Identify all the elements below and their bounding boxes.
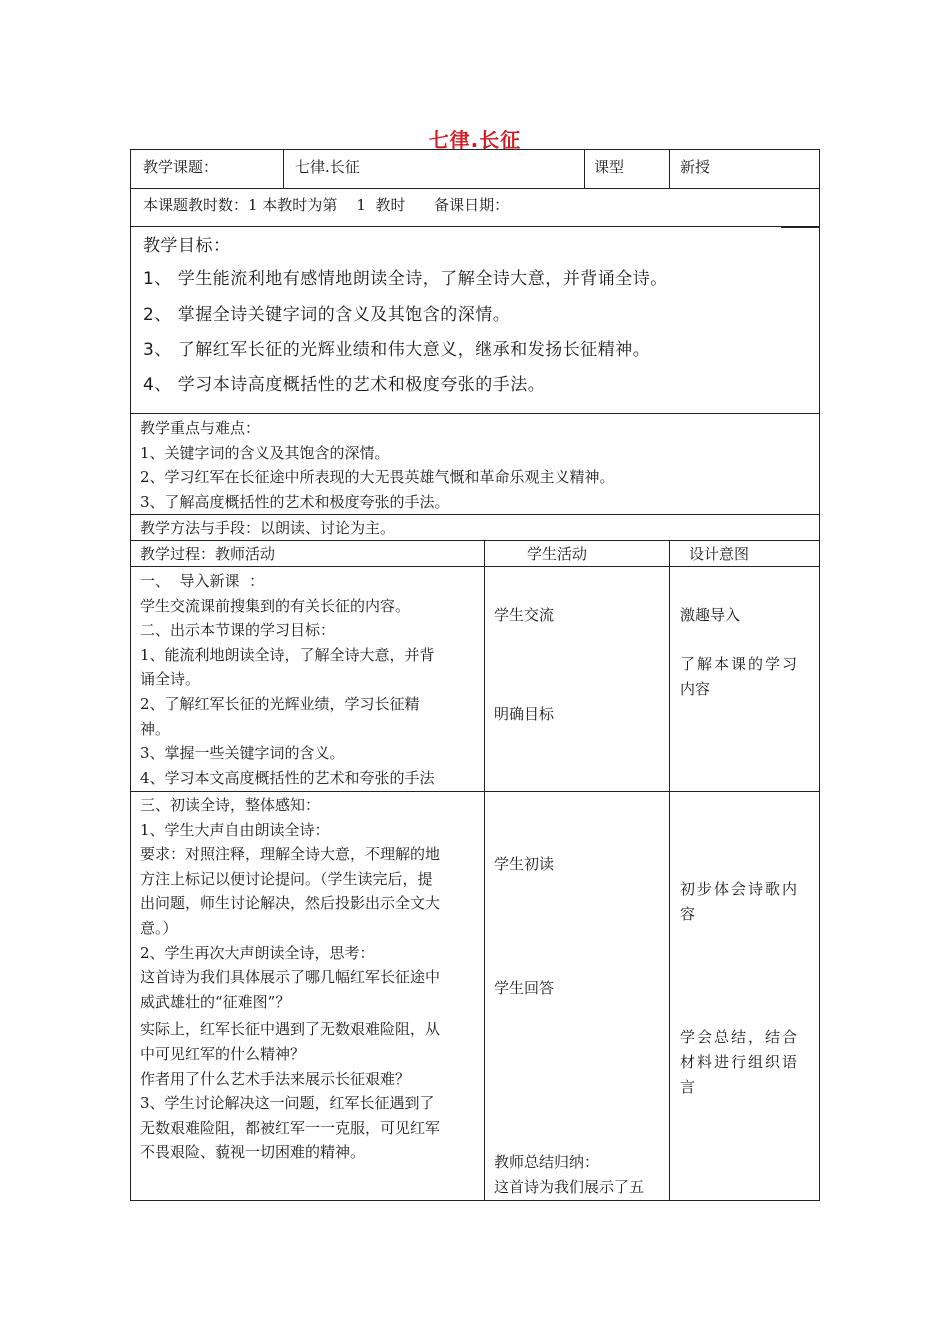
- teacher-line: 意。）: [140, 918, 178, 937]
- student-activity: 教师总结归纳：: [494, 1153, 600, 1171]
- student-activity: 学生初读: [494, 855, 555, 873]
- objective-item: 4、 学习本诗高度概括性的艺术和极度夸张的手法。: [143, 375, 546, 395]
- hours-line: 本课题教时数：1 本教时为第 1 教时 备课日期：: [143, 196, 510, 214]
- teacher-line: 不畏艰险、藐视一切困难的精神。: [140, 1143, 366, 1162]
- design-intent: 言: [680, 1078, 696, 1096]
- keypoint-item: 2、学习红军在长征途中所表现的大无畏英雄气慨和革命乐观主义精神。: [140, 468, 615, 486]
- design-intent: 学会总结，结合: [680, 1028, 800, 1046]
- keypoint-item: 1、关键字词的含义及其饱含的深情。: [140, 444, 390, 462]
- process-teacher-header: 教学过程：教师活动: [140, 545, 276, 563]
- topic-value: 七律.长征: [295, 158, 360, 176]
- design-intent: 了解本课的学习: [680, 655, 800, 673]
- teacher-line: 二、出示本节课的学习目标：: [140, 621, 336, 640]
- col-divider: [669, 150, 670, 188]
- teacher-line: 作者用了什么艺术手法来展示长征艰难？: [140, 1069, 411, 1088]
- section1-teacher: [140, 569, 478, 790]
- topic-label: 教学课题：: [143, 158, 219, 176]
- col-divider: [584, 150, 585, 188]
- type-value: 新授: [680, 158, 711, 176]
- teacher-line: 2、学生再次大声朗读全诗，思考：: [140, 943, 375, 962]
- teacher-line: 学生交流课前搜集到的有关长征的内容。: [140, 596, 411, 615]
- student-activity: 这首诗为我们展示了五: [494, 1178, 645, 1196]
- teacher-line: 3、掌握一些关键字词的含义。: [140, 744, 345, 763]
- document-title: 七律.长征: [428, 128, 522, 152]
- col-divider: [484, 540, 485, 1201]
- keypoint-item: 3、了解高度概括性的艺术和极度夸张的手法。: [140, 493, 450, 511]
- methods-line: 教学方法与手段：以朗读、讨论为主。: [140, 519, 396, 537]
- rule-accent: [781, 226, 819, 228]
- design-intent: 激趣导入: [680, 606, 741, 624]
- teacher-line: 要求：对照注释，理解全诗大意，不理解的地: [140, 845, 441, 864]
- row-divider: [131, 226, 819, 227]
- student-activity: 明确目标: [494, 705, 555, 723]
- design-intent: 内容: [680, 680, 711, 698]
- lesson-plan-table: [130, 149, 820, 1201]
- design-intent: 容: [680, 905, 696, 923]
- student-activity: 学生交流: [494, 606, 555, 624]
- teacher-line: 一、 导入新课 ：: [140, 572, 265, 590]
- row-divider: [131, 413, 819, 414]
- student-activity: 学生回答: [494, 979, 555, 997]
- row-divider: [131, 791, 819, 792]
- teacher-line: 诵全诗。: [140, 670, 201, 689]
- teacher-line: 实际上，红军长征中遇到了无数艰难险阻，从: [140, 1020, 441, 1039]
- teacher-line: 1、学生大声自由朗读全诗：: [140, 820, 330, 839]
- objective-item: 2、 掌握全诗关键字词的含义及其饱含的深情。: [143, 305, 511, 325]
- objectives-heading: 教学目标：: [143, 236, 231, 256]
- section2-teacher: [140, 793, 478, 1165]
- col-divider: [669, 540, 670, 1201]
- type-label: 课型: [594, 158, 625, 176]
- teacher-line: 1、能流利地朗读全诗，了解全诗大意，并背: [140, 645, 435, 664]
- process-student-header: 学生活动: [527, 545, 588, 563]
- objective-item: 3、 了解红军长征的光辉业绩和伟大意义，继承和发扬长征精神。: [143, 340, 651, 360]
- row-divider: [131, 188, 819, 189]
- teacher-line: 威武雄壮的“征难图”？: [140, 992, 291, 1011]
- teacher-line: 三、初读全诗，整体感知：: [140, 796, 321, 814]
- keypoints-heading: 教学重点与难点：: [140, 419, 261, 437]
- teacher-line: 4、学习本文高度概括性的艺术和夸张的手法: [140, 768, 435, 787]
- design-intent: 材料进行组织语: [680, 1053, 800, 1071]
- col-divider: [283, 150, 284, 188]
- teacher-line: 神。: [140, 719, 171, 738]
- teacher-line: 2、了解红军长征的光辉业绩，学习长征精: [140, 694, 420, 713]
- teacher-line: 这首诗为我们具体展示了哪几幅红军长征途中: [140, 968, 441, 987]
- teacher-line: 3、学生讨论解决这一问题，红军长征遇到了: [140, 1094, 435, 1113]
- objective-item: 1、 学生能流利地有感情地朗读全诗，了解全诗大意，并背诵全诗。: [143, 269, 668, 289]
- design-intent: 初步体会诗歌内: [680, 880, 800, 898]
- teacher-line: 方注上标记以便讨论提问。（学生读完后，提: [140, 869, 433, 888]
- teacher-line: 中可见红军的什么精神？: [140, 1044, 306, 1063]
- teacher-line: 出问题，师生讨论解决，然后投影出示全文大: [140, 894, 441, 913]
- process-intent-header: 设计意图: [689, 545, 750, 563]
- teacher-line: 无数艰难险阻，都被红军一一克服，可见红军: [140, 1118, 441, 1137]
